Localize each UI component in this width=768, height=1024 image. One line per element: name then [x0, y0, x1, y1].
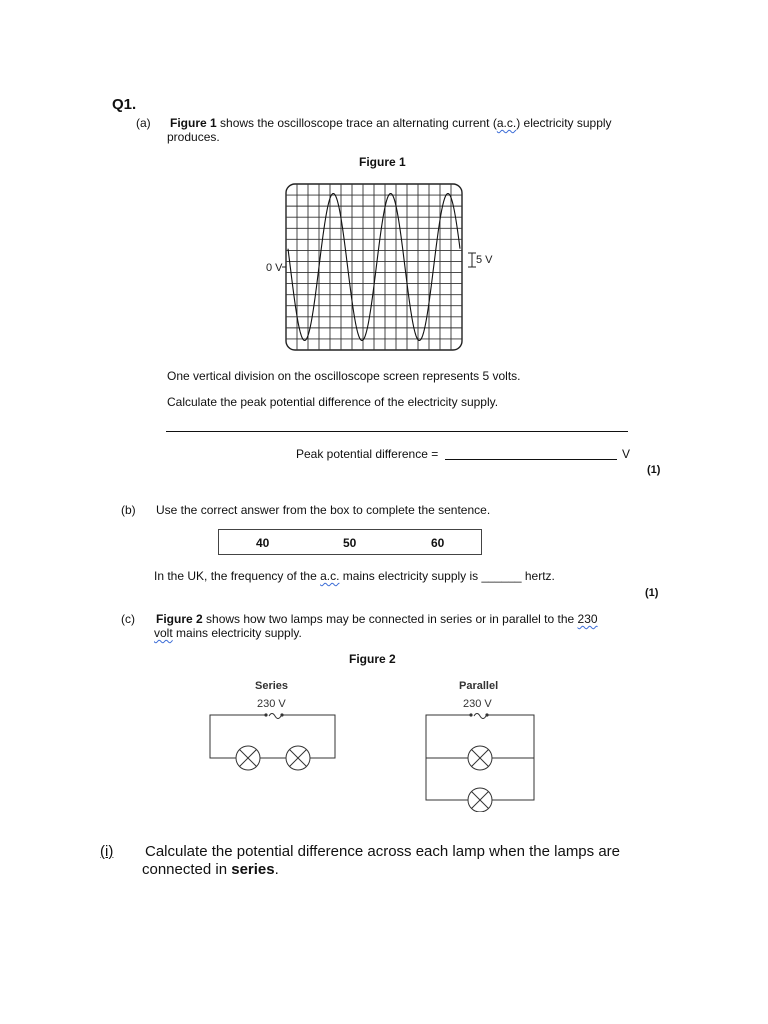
figure-2-circuits	[200, 672, 540, 812]
part-c-label: (c)	[121, 612, 135, 626]
part-a-marks: (1)	[647, 464, 661, 476]
answer-prompt: Peak potential difference =	[296, 447, 439, 461]
intro-text-end: ) electricity supply	[516, 116, 612, 130]
volt-word: volt	[154, 626, 173, 640]
parallel-ac-supply-symbol	[469, 713, 488, 718]
series-voltage: 230 V	[257, 698, 286, 710]
option-40[interactable]: 40	[256, 536, 270, 550]
parallel-lamp-1	[468, 746, 492, 770]
parallel-label: Parallel	[459, 680, 499, 692]
series-emphasis: series	[231, 861, 275, 878]
figure-2-ref: Figure 2	[156, 612, 203, 626]
voltage-230: 230	[577, 612, 598, 626]
zero-volt-label: 0 V	[266, 262, 283, 274]
part-b-instruction: Use the correct answer from the box to complete the sentence.	[156, 503, 491, 517]
part-c-intro	[156, 612, 598, 626]
peak-pd-answer-blank[interactable]	[445, 459, 617, 460]
part-b-sentence	[154, 569, 555, 583]
option-60[interactable]: 60	[431, 536, 445, 550]
line2-start: connected in	[142, 861, 232, 878]
oscilloscope-figure	[250, 180, 500, 355]
figure-1-ref: Figure 1	[170, 116, 217, 130]
oscilloscope-screen	[286, 184, 462, 350]
series-lamp-2	[286, 746, 310, 770]
intro-text: shows the oscilloscope trace an alternating current (	[216, 116, 497, 130]
part-c-i-label	[100, 843, 113, 861]
part-c-i-question-line1: Calculate the potential difference across each lamp when the lamps are	[145, 843, 620, 860]
parallel-circuit	[426, 680, 534, 812]
sentence-end: mains electricity supply is ______ hertz.	[339, 569, 555, 583]
part-b-label: (b)	[121, 503, 136, 517]
part-c-intro-line2	[154, 626, 302, 640]
figure-2-title: Figure 2	[349, 652, 396, 666]
option-50[interactable]: 50	[343, 536, 357, 550]
parallel-lamp-2	[468, 788, 492, 812]
part-c-i-question-line2	[142, 861, 279, 879]
line2-end: .	[274, 861, 279, 878]
series-circuit	[210, 680, 335, 770]
ac-abbrev: a.c.	[496, 116, 517, 130]
series-ac-supply-symbol	[264, 713, 283, 718]
part-a-task: Calculate the peak potential difference of the electricity supply.	[167, 395, 499, 409]
part-a-intro-line2: produces.	[167, 130, 220, 144]
answer-options-box	[218, 529, 482, 555]
intro-rest: shows how two lamps may be connected in series or in parallel to the	[202, 612, 578, 626]
division-info: One vertical division on the oscilloscope screen represents 5 volts.	[167, 369, 521, 383]
answer-unit: V	[622, 447, 631, 461]
scale-marker	[468, 253, 493, 267]
subpart-label: (i)	[100, 843, 114, 860]
sentence-start: In the UK, the frequency of the	[154, 569, 321, 583]
part-a-label: (a)	[136, 116, 151, 130]
scale-label: 5 V	[476, 254, 493, 266]
working-line[interactable]	[166, 431, 628, 432]
part-b-marks: (1)	[645, 587, 659, 599]
series-label: Series	[255, 680, 289, 692]
series-lamp-1	[236, 746, 260, 770]
parallel-voltage: 230 V	[463, 698, 492, 710]
part-a-intro	[170, 116, 640, 130]
ac-abbrev-b: a.c.	[320, 569, 340, 583]
intro-end: mains electricity supply.	[172, 626, 302, 640]
question-number: Q1.	[112, 96, 137, 113]
figure-1-title: Figure 1	[359, 155, 406, 169]
